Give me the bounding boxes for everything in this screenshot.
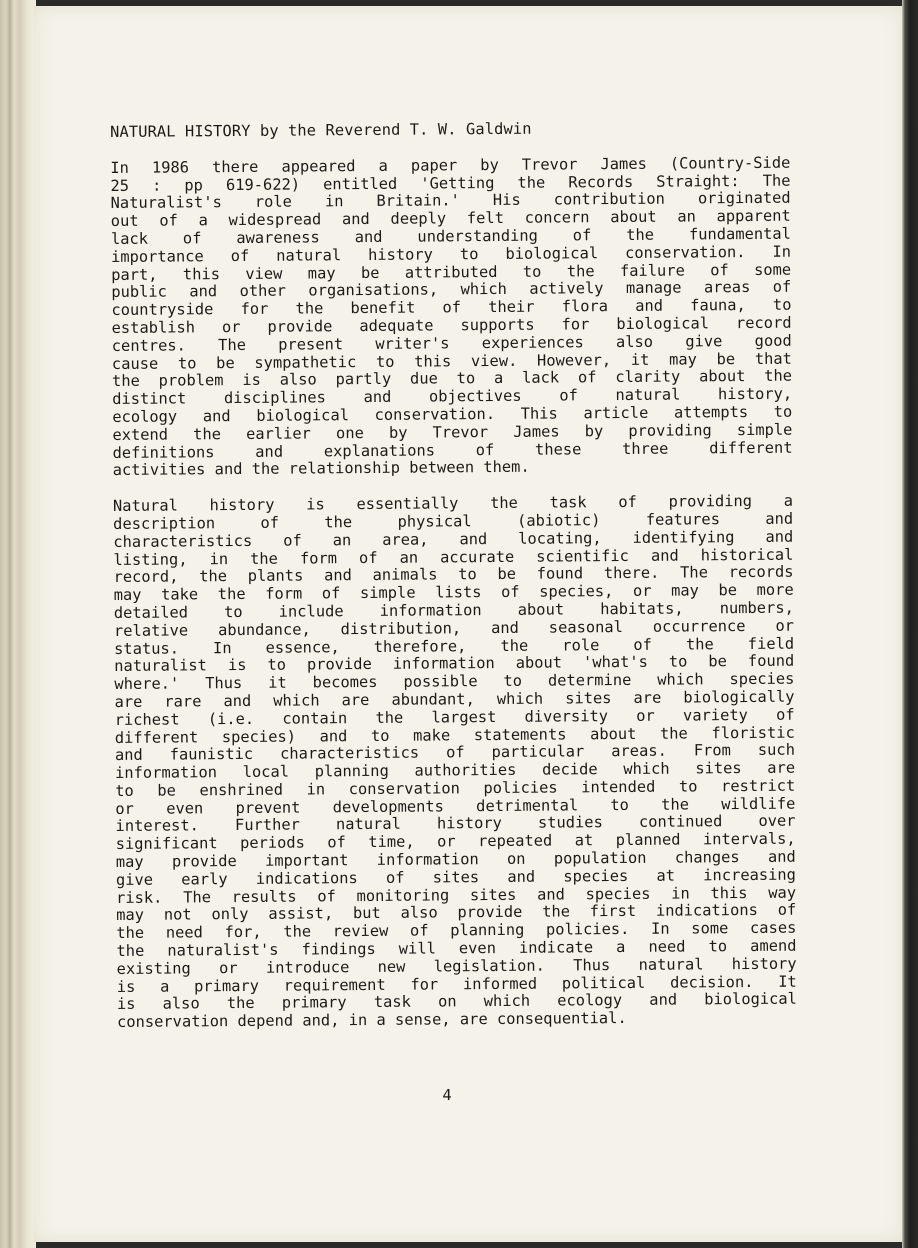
text-line: interest. Further natural history studies continued over [115,812,796,836]
text-line: conservation depend and, in a sense, are consequential. [116,1009,627,1032]
text-line: activities and the relationship between them. [112,458,530,480]
article-heading: NATURAL HISTORY by the Reverend T. W. Galdwin [109,119,532,141]
text-line: ecology and biological conservation. This article attempts to [112,402,793,426]
page-number: 4 [442,1086,452,1104]
text-line: may provide important information on population changes and [115,847,796,872]
text-line: definitions and explanations of these three different [112,438,793,462]
text-line: are rare and which are abundant, which sites are biologically [114,687,795,711]
text-line: importance of natural history to biological conservation. In [110,242,792,266]
text-line: is also the primary task on which ecology and biological [116,990,797,1014]
text-line: characteristics of an area, and locating, identifying and [113,527,794,551]
text-line: Naturalist's role in Britain.' His contribution originated [110,189,791,213]
text-line: naturalist is to provide information about 'what's to be found [114,651,795,676]
text-line: where.' Thus it becomes possible to determine which species [114,669,795,694]
text-line: distinct disciplines and objectives of natural history, [112,384,793,409]
text-line: is a primary requirement for informed political decision. It [116,972,797,996]
text-line: the problem is also partly due to a lack of clarity about the [111,367,793,391]
document-page [34,6,904,1242]
text-line: Natural history is essentially the task of providing a [112,491,794,516]
page-stack-edge [0,0,36,1248]
text-line: centres. The present writer's experiences also give good [111,331,792,355]
text-line: status. In essence, therefore, the role of the field [114,634,795,658]
text-line: countryside for the benefit of their flora and fauna, to [111,295,792,320]
text-line: lack of awareness and understanding of the fundamental [110,224,791,248]
text-line: part, this view may be attributed to the failure of some [111,260,792,284]
text-line: or even prevent developments detrimental to the wildlife [115,794,796,818]
text-line: 25 : pp 619-622) entitled 'Getting the Records Straight: The [110,171,791,195]
text-line: out of a widespread and deeply felt concern about an apparent [110,206,791,231]
article-body [110,119,797,1050]
text-line: existing or introduce new legislation. Thus natural history [116,954,797,978]
text-line: give early indications of sites and species at increasing [115,865,796,889]
text-line: significant periods of time, or repeated at planned intervals, [115,829,796,854]
text-line: the naturalist's findings will even indicate a need to amend [116,936,797,961]
text-line: public and other organisations, which actively manage areas of [111,278,792,302]
text-line: extend the earlier one by Trevor James by providing simple [112,420,793,444]
paragraph-2 [113,493,797,1032]
text-line: relative abundance, distribution, and seasonal occurrence or [113,616,795,640]
text-line: different species) and to make statements about the floristic [114,723,795,747]
text-line: detailed to include information about habitats, numbers, [113,598,794,622]
text-line: may take the form of simple lists of species, or may be more [113,580,794,605]
text-line: establish or provide adequate supports for biological record [111,313,792,337]
scanner-edge [902,0,918,1248]
text-line: record, the plants and animals to be found there. The records [113,562,794,587]
text-line: richest (i.e. contain the largest diversity or variety of [114,705,795,729]
text-line: may not only assist, but also provide the first indications of [116,901,797,925]
text-line: risk. The results of monitoring sites and species in this way [116,883,797,907]
paragraph-1 [110,154,792,480]
text-line: the need for, the review of planning policies. In some cases [116,918,797,943]
text-line: and faunistic characteristics of particular areas. From such [114,740,796,765]
text-line: In 1986 there appeared a paper by Trevor James (Country-Side [110,153,791,177]
text-line: cause to be sympathetic to this view. However, it may be that [111,349,792,373]
text-line: listing, in the form of an accurate scientific and historical [113,545,794,569]
text-line: to be enshrined in conservation policies intended to restrict [115,776,796,800]
text-line: description of the physical (abiotic) features and [113,509,794,533]
text-line: information local planning authorities decide which sites are [115,758,796,783]
